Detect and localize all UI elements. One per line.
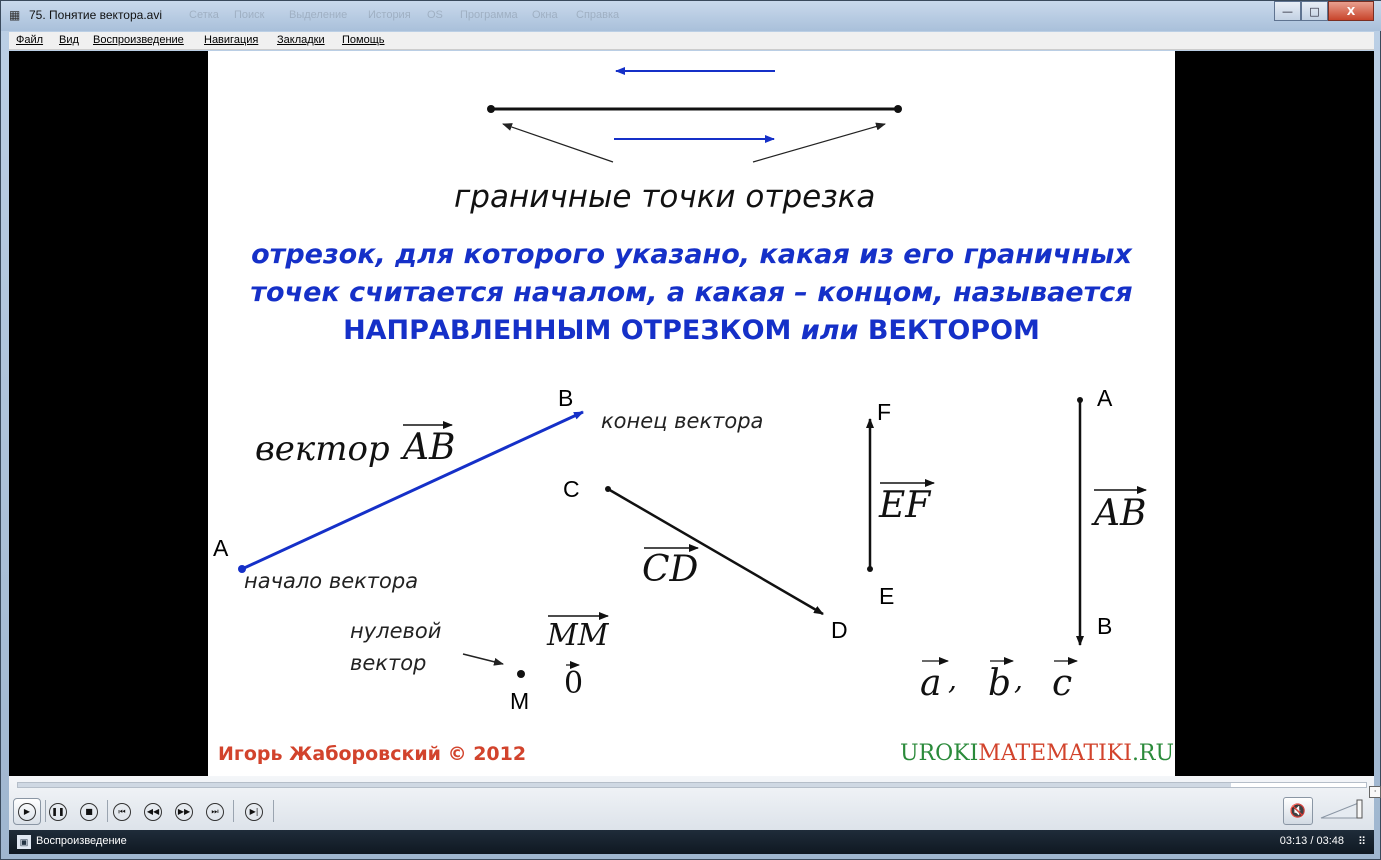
note-zero-line-1: нулевой — [350, 619, 442, 643]
ghost-menu-item: Справка — [576, 9, 620, 21]
speaker-muted-icon: 🔇 — [1289, 803, 1307, 819]
playback-status: Воспроизведение — [36, 835, 127, 847]
playback-time: 03:13 / 03:48 — [1279, 835, 1344, 847]
vector-letter-c: c — [1052, 663, 1073, 704]
pause-button[interactable] — [44, 798, 72, 825]
minimize-button[interactable]: — — [1274, 1, 1301, 21]
definition-term-1: НАПРАВЛЕННЫМ ОТРЕЗКОМ — [343, 315, 792, 346]
vector-word: вектор — [255, 429, 390, 469]
vector-name-ef: EF — [879, 485, 931, 526]
comma-1: , — [948, 663, 957, 696]
note-vector-start: начало вектора — [244, 569, 419, 593]
rewind-icon: ◀◀ — [144, 803, 162, 821]
label-point-b: B — [558, 385, 574, 411]
fast-forward-icon: ▶▶ — [175, 803, 193, 821]
vector-name-mm: MM — [547, 618, 609, 653]
author-credit: Игорь Жаборовский © 2012 — [218, 743, 527, 765]
point-e-dot — [867, 566, 873, 572]
ghost-menu-item: Поиск — [234, 9, 265, 21]
site-logo-part-3: .RU — [1131, 741, 1175, 766]
label-point-b2: B — [1097, 613, 1113, 639]
next-button[interactable] — [201, 798, 229, 825]
play-button[interactable] — [13, 798, 41, 825]
label-point-c: C — [563, 476, 580, 502]
definition-line-1: отрезок, для которого указано, какая из его граничных — [251, 239, 1132, 270]
site-logo-part-1: UROKI — [900, 741, 979, 766]
previous-button[interactable] — [108, 798, 136, 825]
site-logo — [900, 741, 1174, 766]
segment-endpoint-right — [894, 105, 902, 113]
note-vector-end: конец вектора — [601, 409, 764, 433]
frame-step-icon: ▶| — [245, 803, 263, 821]
pause-icon: ❚❚ — [49, 803, 67, 821]
seek-bar-thumb[interactable]: · — [1369, 786, 1381, 798]
menu-help[interactable]: Помощь — [342, 34, 385, 46]
label-point-f: F — [877, 399, 892, 425]
label-point-e: E — [879, 583, 895, 609]
rewind-button[interactable] — [139, 798, 167, 825]
volume-slider[interactable] — [1319, 798, 1365, 820]
comma-2: , — [1014, 663, 1023, 696]
menu-file[interactable]: Файл — [16, 34, 44, 46]
ghost-menu-item: Выделение — [289, 9, 348, 21]
ghost-menu-item: Программа — [460, 9, 518, 21]
slide-caption: граничные точки отрезка — [454, 179, 876, 215]
stop-button[interactable] — [75, 798, 103, 825]
ghost-menu-item: OS — [427, 9, 443, 21]
point-a2-dot — [1077, 397, 1083, 403]
site-logo-part-2: MATEMATIKI — [978, 741, 1132, 766]
vector-letter-b: b — [988, 663, 1012, 704]
menu-view[interactable]: Вид — [59, 34, 79, 46]
skip-back-icon: ⏮ — [113, 803, 131, 821]
label-point-m: M — [510, 688, 530, 714]
note-zero-line-2: вектор — [350, 651, 427, 675]
vector-zero: 0 — [564, 666, 584, 701]
divider — [233, 800, 234, 822]
maximize-button[interactable]: □ — [1301, 1, 1328, 21]
vector-letter-a: a — [920, 663, 942, 704]
vector-name-ab-vertical: AB — [1094, 493, 1147, 534]
pointer-left — [503, 124, 613, 162]
ghost-menu-item: Сетка — [189, 9, 219, 21]
frame-step-button[interactable] — [240, 798, 268, 825]
ghost-menu-item: История — [368, 9, 411, 21]
video-frame-slide — [208, 51, 1175, 776]
vector-cd-arrow — [608, 489, 823, 614]
menu-navigation[interactable]: Навигация — [204, 34, 259, 46]
menu-bookmarks[interactable]: Закладки — [277, 34, 325, 46]
definition-line-3 — [208, 315, 1175, 346]
title-bar[interactable] — [1, 1, 1381, 31]
menu-playback[interactable]: Воспроизведение — [93, 34, 184, 46]
fast-forward-button[interactable] — [170, 798, 198, 825]
pointer-right — [753, 124, 885, 162]
seek-bar[interactable] — [17, 782, 1377, 796]
ghost-menu-item: Окна — [532, 9, 558, 21]
definition-line-2: точек считается началом, а какая – концом, называется — [250, 277, 1133, 308]
close-button[interactable]: X — [1328, 1, 1374, 21]
label-point-a: A — [213, 535, 229, 561]
status-bar — [9, 830, 1374, 854]
point-m-dot — [517, 670, 525, 678]
play-icon: ▶ — [18, 803, 36, 821]
zero-vector-pointer — [463, 654, 503, 664]
mute-button[interactable] — [1283, 797, 1313, 825]
definition-or: или — [800, 315, 859, 346]
window-title: 75. Понятие вектора.avi — [29, 8, 163, 22]
point-c-dot — [605, 486, 611, 492]
segment-endpoint-left — [487, 105, 495, 113]
vector-name-cd: CD — [642, 549, 699, 590]
label-point-d: D — [831, 617, 848, 643]
label-point-a2: A — [1097, 385, 1113, 411]
app-icon: ▦ — [9, 8, 21, 22]
resize-grip-icon[interactable]: ⠿ — [1357, 836, 1366, 848]
definition-term-2: ВЕКТОРОМ — [867, 315, 1040, 346]
skip-forward-icon: ⏭ — [206, 803, 224, 821]
player-status-icon: ▣ — [17, 835, 31, 849]
vector-name-ab: AB — [403, 427, 456, 468]
seek-bar-fill — [18, 783, 1231, 787]
divider — [273, 800, 274, 822]
menu-bar — [9, 32, 1374, 50]
player-controls — [9, 776, 1377, 830]
stop-icon: ■ — [80, 803, 98, 821]
